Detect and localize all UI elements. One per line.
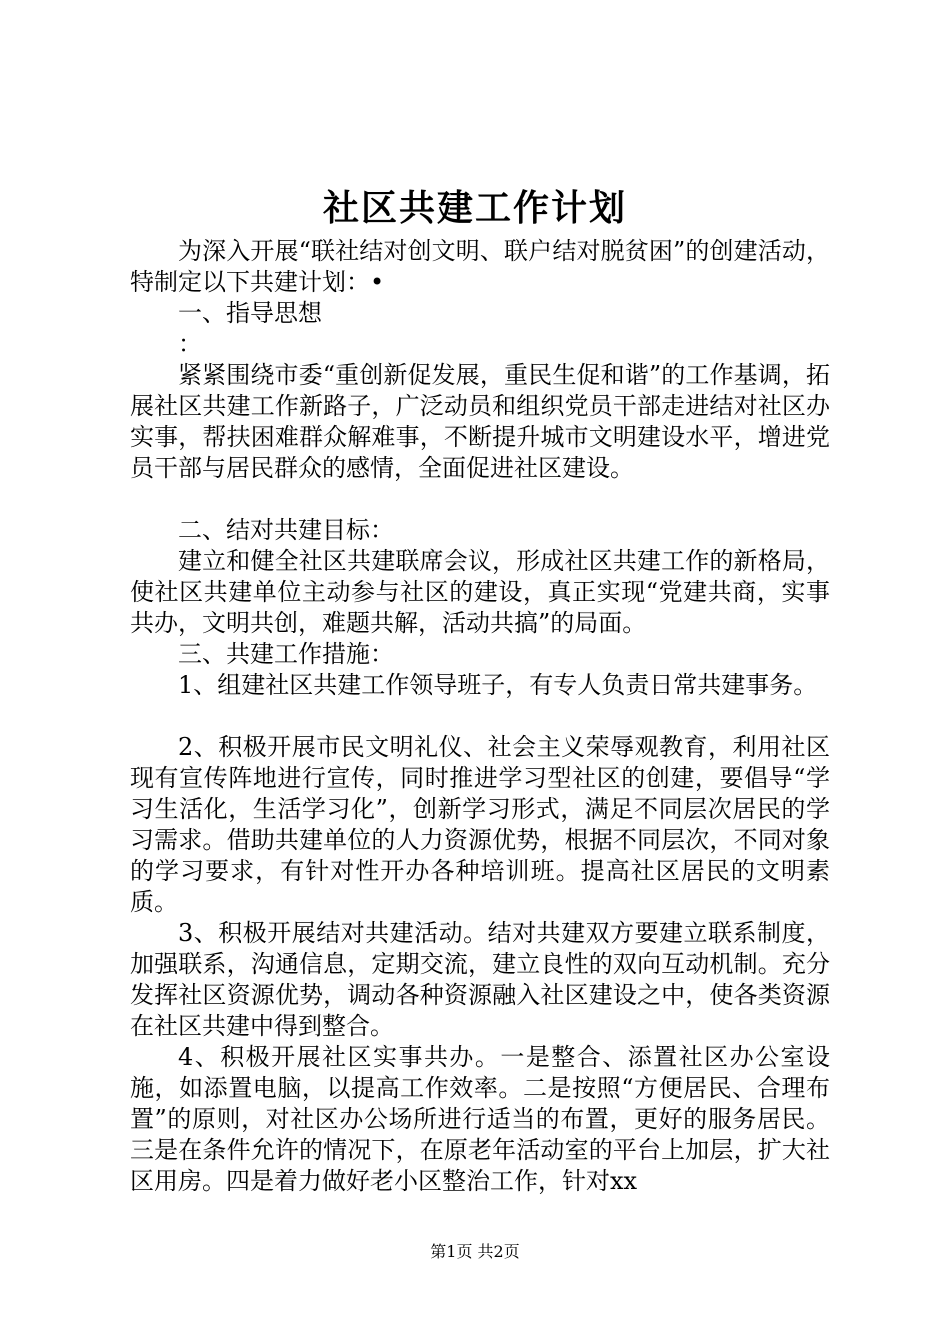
spacer <box>130 701 830 732</box>
measure-4-paragraph: 4、积极开展社区实事共办。一是整合、添置社区办公室设施，如添置电脑，以提高工作效率。二是按照“方便居民、合理布置”的原则，对社区办公场所进行适当的布置，更好的服务居民。三是在条件允许的情况下，在原老年活动室的平台上加层，扩大社区用房。四是着力做好老小区整治工作，针对xx <box>130 1043 830 1195</box>
measure-3-paragraph: 3、积极开展结对共建活动。结对共建双方要建立联系制度，加强联系，沟通信息，定期交流，建立良性的双向互动机制。充分发挥社区资源优势，调动各种资源融入社区建设之中，使各类资源在社区共建中得到整合。 <box>130 919 830 1040</box>
section1-heading: 一、指导思想 <box>178 299 322 327</box>
section3-heading: 三、共建工作措施： <box>178 640 394 668</box>
measure-1-paragraph: 1、组建社区共建工作领导班子，有专人负责日常共建事务。 <box>178 671 818 699</box>
section1-paragraph: 紧紧围绕市委“重创新促发展，重民生促和谐”的工作基调，拓展社区共建工作新路子，广泛动员和组织党员干部走进结对社区办实事，帮扶困难群众解难事，不断提升城市文明建设水平，增进党员干部与居民群众的感情，全面促进社区建设。 <box>130 361 830 482</box>
section1-colon: ： <box>178 330 202 358</box>
intro-paragraph: 为深入开展“联社结对创文明、联户结对脱贫困”的创建活动，特制定以下共建计划：• <box>130 237 830 296</box>
measure-2-paragraph: 2、积极开展市民文明礼仪、社会主义荣辱观教育，利用社区现有宣传阵地进行宣传，同时推进学习型社区的创建，要倡导“学习生活化，生活学习化”，创新学习形式，满足不同层次居民的学习需求。借助共建单位的人力资源优势，根据不同层次，不同对象的学习要求，有针对性开办各种培训班。提高社区居民的文明素质。 <box>130 733 830 916</box>
section2-paragraph: 建立和健全社区共建联席会议，形成社区共建工作的新格局，使社区共建单位主动参与社区的建设，真正实现“党建共商，实事共办，文明共创，难题共解，活动共搞”的局面。 <box>130 547 830 637</box>
spacer <box>130 484 830 515</box>
section2-heading: 二、结对共建目标： <box>178 516 394 544</box>
page-footer: 第1页 共2页 <box>430 1242 520 1261</box>
document-body <box>130 236 830 1197</box>
document-title: 社区共建工作计划 <box>322 187 627 229</box>
